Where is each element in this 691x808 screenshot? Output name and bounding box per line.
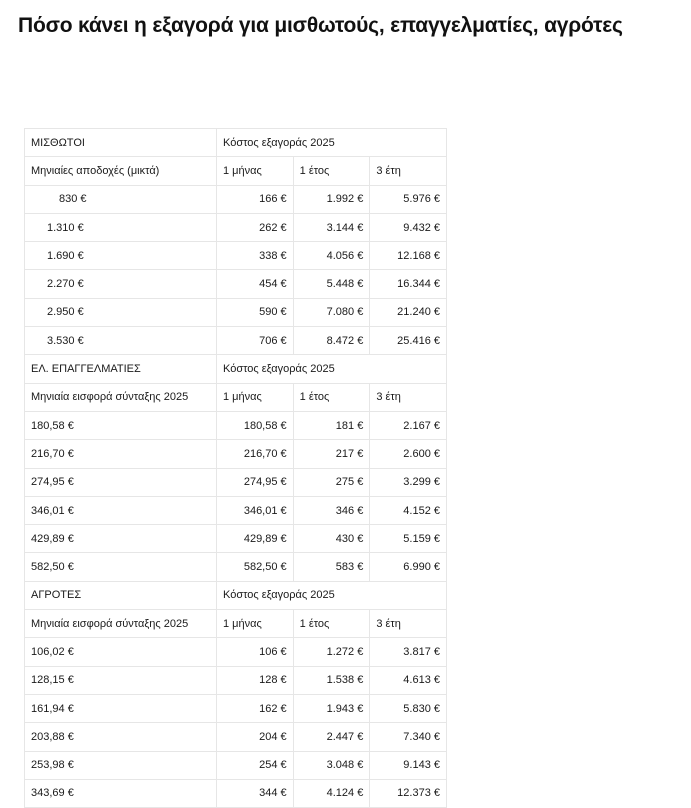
value-cell: 25.416 € [370,327,447,355]
table-row [25,440,447,468]
value-cell: 180,58 € [217,411,294,439]
value-cell: 7.340 € [370,723,447,751]
table-row [25,751,447,779]
table-row [25,553,447,581]
value-cell: 275 € [293,468,370,496]
column-header-row [25,383,447,411]
value-cell: 12.373 € [370,779,447,807]
value-cell: 204 € [217,723,294,751]
row-label-cell: 203,88 € [25,723,217,751]
table-row [25,213,447,241]
value-cell: 346,01 € [217,496,294,524]
row-label-cell: 2.270 € [25,270,217,298]
row-label-cell: 830 € [25,185,217,213]
page-title: Πόσο κάνει η εξαγορά για μισθωτούς, επαγγελματίες, αγρότες [18,14,623,37]
row-label-cell: 3.530 € [25,327,217,355]
value-cell: 16.344 € [370,270,447,298]
value-cell: 3.817 € [370,638,447,666]
table-row [25,298,447,326]
value-cell: 2.600 € [370,440,447,468]
table-row [25,468,447,496]
table-row [25,185,447,213]
value-cell: 3.144 € [293,213,370,241]
section-group-label: ΕΛ. ΕΠΑΓΓΕΛΜΑΤΙΕΣ [25,355,217,383]
table-row [25,496,447,524]
buyout-cost-table [24,128,447,808]
column-header: 1 μήνας [217,610,294,638]
value-cell: 2.167 € [370,411,447,439]
value-cell: 262 € [217,213,294,241]
value-cell: 166 € [217,185,294,213]
row-label-cell: 1.690 € [25,242,217,270]
value-cell: 5.448 € [293,270,370,298]
table-row [25,779,447,807]
value-cell: 106 € [217,638,294,666]
value-cell: 706 € [217,327,294,355]
value-cell: 2.447 € [293,723,370,751]
column-header: 1 έτος [293,383,370,411]
table-row [25,723,447,751]
value-cell: 9.143 € [370,751,447,779]
table-row [25,411,447,439]
value-cell: 128 € [217,666,294,694]
row-label-cell: 343,69 € [25,779,217,807]
row-label-cell: 274,95 € [25,468,217,496]
section-header-row [25,581,447,609]
value-cell: 8.472 € [293,327,370,355]
value-cell: 1.992 € [293,185,370,213]
table-body [25,129,447,808]
value-cell: 4.613 € [370,666,447,694]
value-cell: 216,70 € [217,440,294,468]
value-cell: 6.990 € [370,553,447,581]
value-cell: 4.124 € [293,779,370,807]
column-header: Μηνιαία εισφορά σύνταξης 2025 [25,383,217,411]
cost-header-label: Κόστος εξαγοράς 2025 [217,129,447,157]
value-cell: 4.056 € [293,242,370,270]
column-header: 3 έτη [370,610,447,638]
value-cell: 5.830 € [370,694,447,722]
column-header: Μηνιαία εισφορά σύνταξης 2025 [25,610,217,638]
section-group-label: ΑΓΡΟΤΕΣ [25,581,217,609]
column-header: 1 έτος [293,157,370,185]
row-label-cell: 582,50 € [25,553,217,581]
value-cell: 454 € [217,270,294,298]
column-header: 1 μήνας [217,383,294,411]
value-cell: 3.048 € [293,751,370,779]
cost-header-label: Κόστος εξαγοράς 2025 [217,581,447,609]
table-row [25,694,447,722]
table-row [25,525,447,553]
table-row [25,242,447,270]
value-cell: 181 € [293,411,370,439]
value-cell: 5.976 € [370,185,447,213]
value-cell: 21.240 € [370,298,447,326]
value-cell: 590 € [217,298,294,326]
value-cell: 274,95 € [217,468,294,496]
row-label-cell: 1.310 € [25,213,217,241]
value-cell: 583 € [293,553,370,581]
section-group-label: ΜΙΣΘΩΤΟΙ [25,129,217,157]
cost-header-label: Κόστος εξαγοράς 2025 [217,355,447,383]
value-cell: 344 € [217,779,294,807]
value-cell: 5.159 € [370,525,447,553]
table-row [25,666,447,694]
value-cell: 12.168 € [370,242,447,270]
value-cell: 217 € [293,440,370,468]
table-row [25,327,447,355]
value-cell: 346 € [293,496,370,524]
value-cell: 338 € [217,242,294,270]
column-header-row [25,157,447,185]
column-header-row [25,610,447,638]
value-cell: 9.432 € [370,213,447,241]
value-cell: 582,50 € [217,553,294,581]
value-cell: 430 € [293,525,370,553]
row-label-cell: 429,89 € [25,525,217,553]
value-cell: 162 € [217,694,294,722]
value-cell: 429,89 € [217,525,294,553]
column-header: 3 έτη [370,383,447,411]
row-label-cell: 128,15 € [25,666,217,694]
table-row [25,638,447,666]
column-header: 1 έτος [293,610,370,638]
row-label-cell: 180,58 € [25,411,217,439]
column-header: Μηνιαίες αποδοχές (μικτά) [25,157,217,185]
row-label-cell: 161,94 € [25,694,217,722]
column-header: 1 μήνας [217,157,294,185]
value-cell: 4.152 € [370,496,447,524]
value-cell: 7.080 € [293,298,370,326]
section-header-row [25,355,447,383]
row-label-cell: 216,70 € [25,440,217,468]
value-cell: 1.943 € [293,694,370,722]
column-header: 3 έτη [370,157,447,185]
value-cell: 1.272 € [293,638,370,666]
row-label-cell: 253,98 € [25,751,217,779]
value-cell: 254 € [217,751,294,779]
section-header-row [25,129,447,157]
row-label-cell: 106,02 € [25,638,217,666]
value-cell: 1.538 € [293,666,370,694]
cost-table-container [24,128,447,808]
table-row [25,270,447,298]
value-cell: 3.299 € [370,468,447,496]
row-label-cell: 2.950 € [25,298,217,326]
row-label-cell: 346,01 € [25,496,217,524]
